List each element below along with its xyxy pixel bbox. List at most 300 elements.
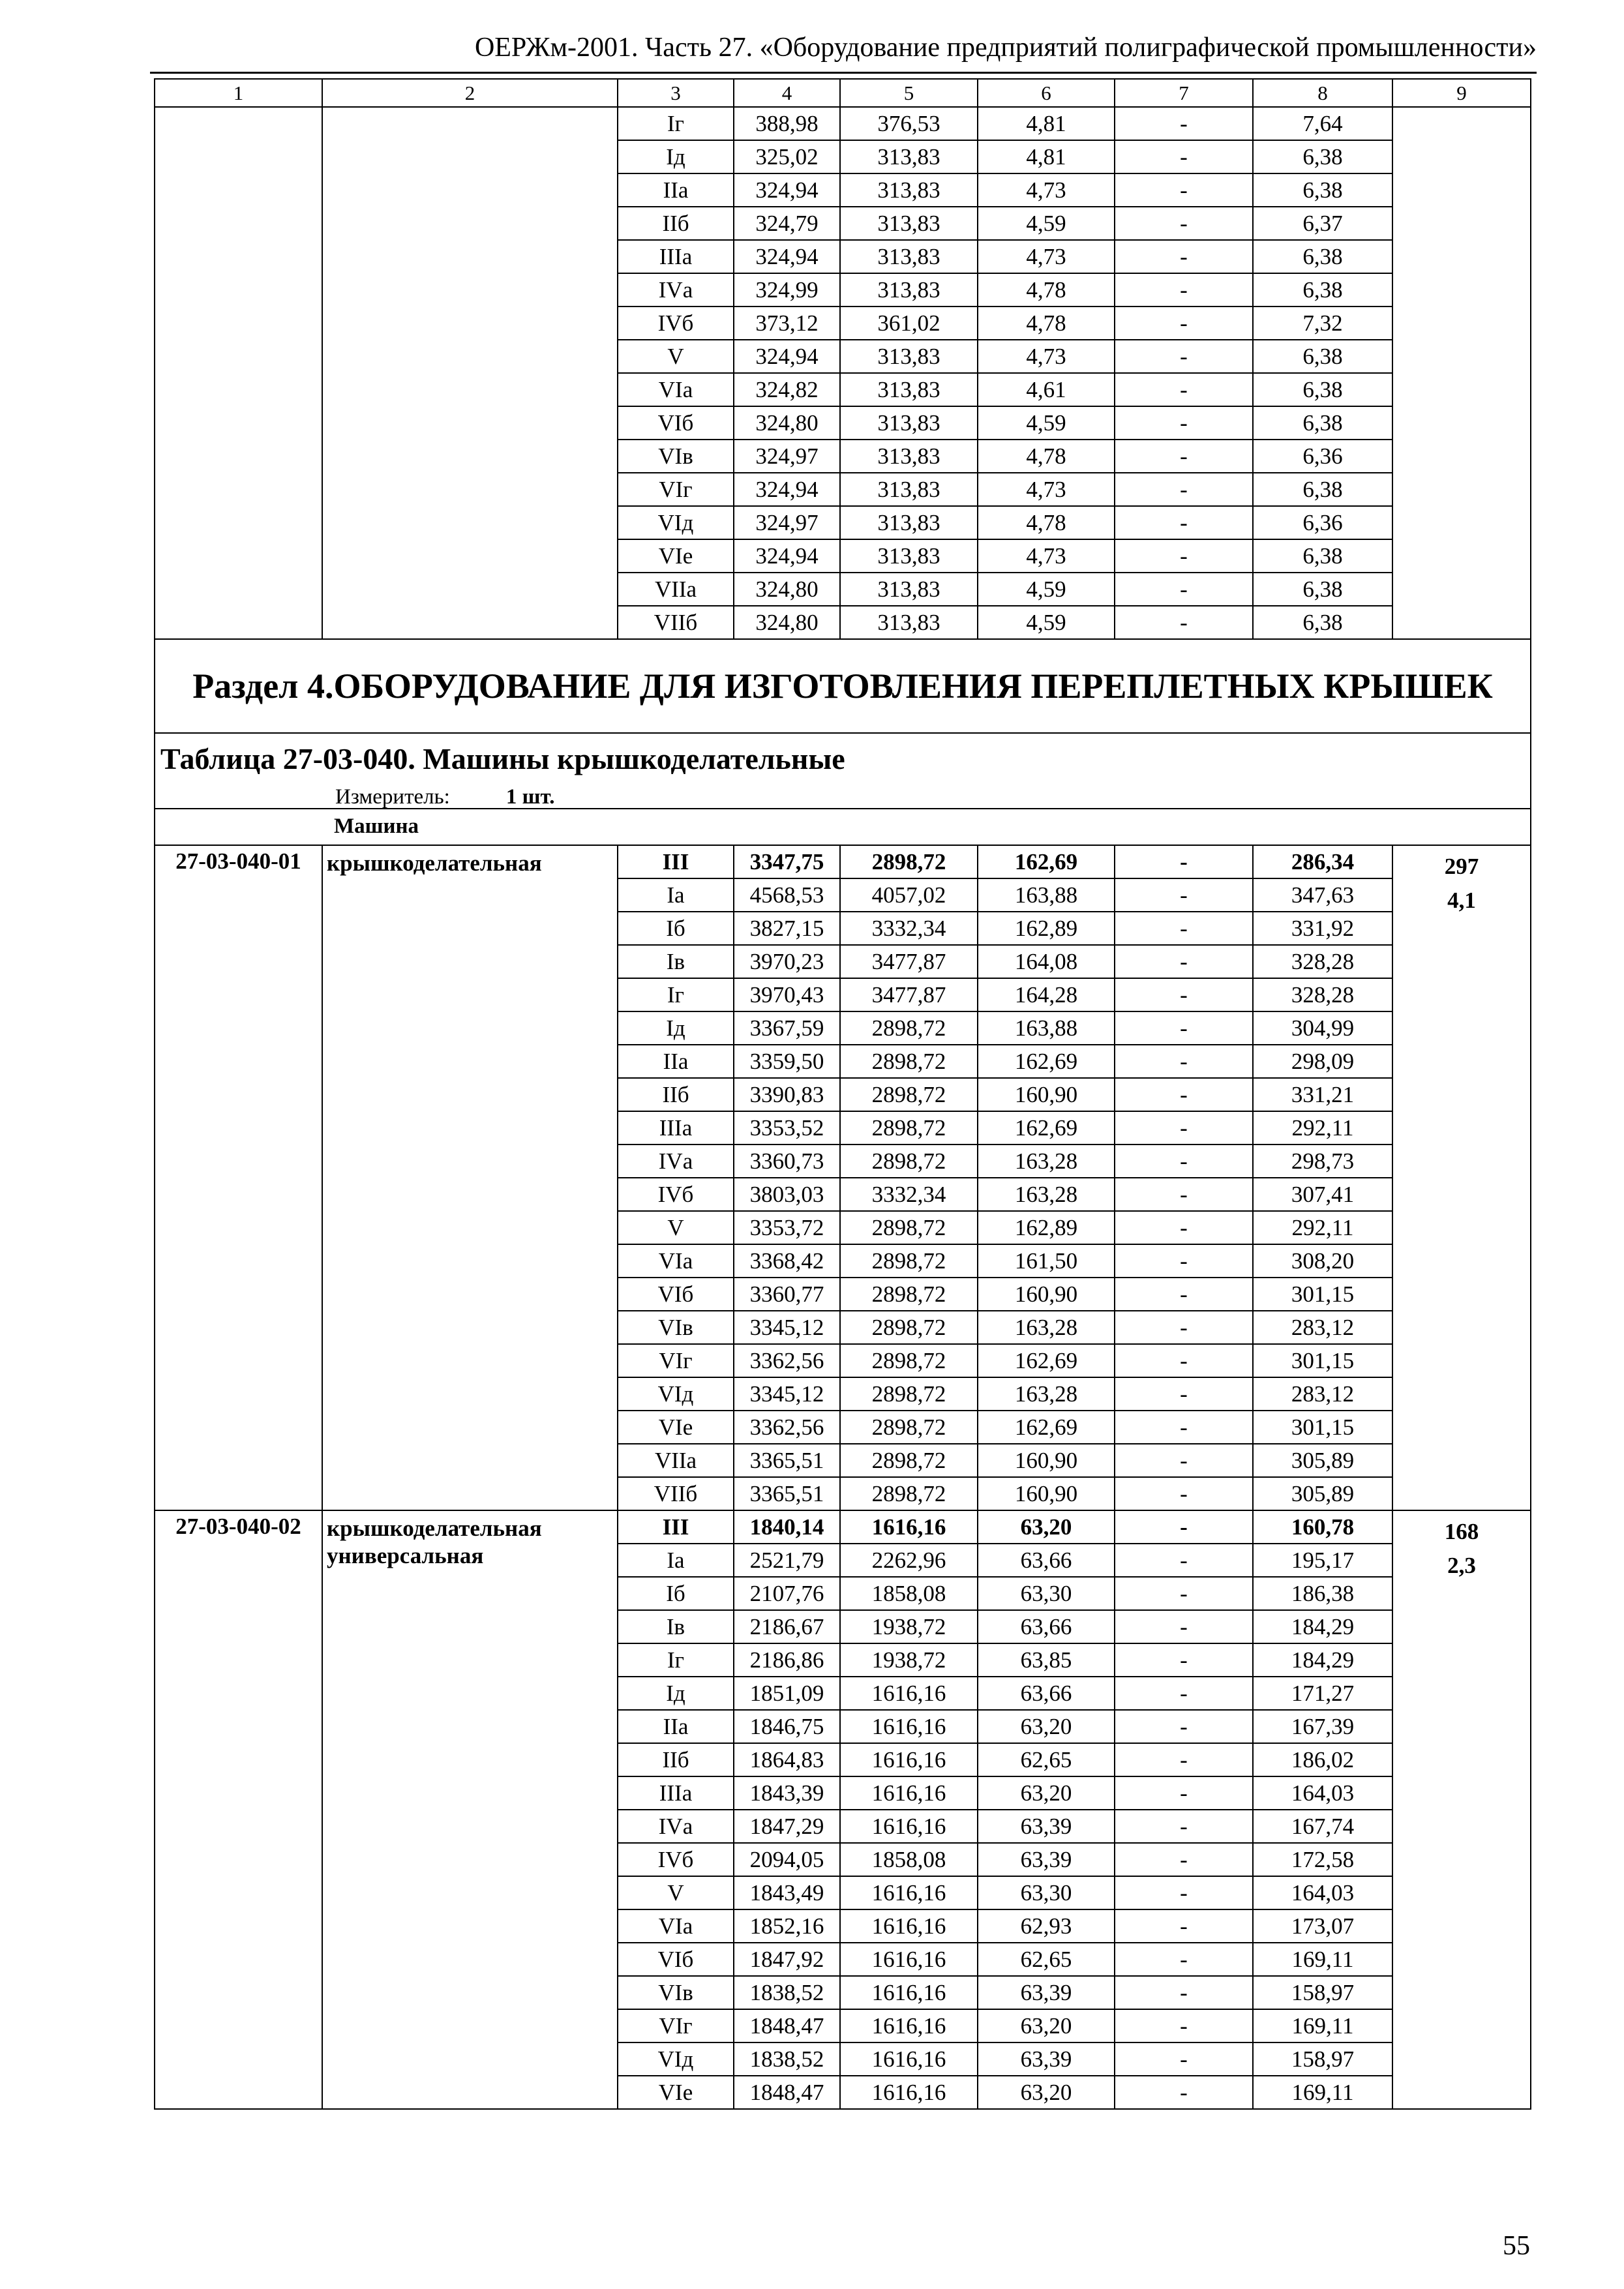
cell-materials: 301,15 [1253,1344,1392,1377]
cell-drivers: - [1115,1411,1253,1444]
cell-wages: 2898,72 [840,1111,978,1144]
measure-value: 1 шт. [505,785,555,809]
cell-zone: Iд [618,1011,734,1045]
cell-materials: 169,11 [1253,1943,1392,1976]
cell-drivers: - [1115,2009,1253,2042]
cell-drivers: - [1115,340,1253,373]
cell-materials: 298,09 [1253,1045,1392,1078]
cell-drivers: - [1115,1477,1253,1510]
cell-zone: IIа [618,173,734,207]
cell-total: 3365,51 [734,1444,840,1477]
table-row [155,1510,1531,1544]
cell-note [1392,107,1531,639]
cell-wages: 313,83 [840,373,978,406]
cell-wages: 2898,72 [840,1477,978,1510]
cell-machines: 63,30 [978,1577,1115,1610]
cell-total: 1847,92 [734,1943,840,1976]
cell-zone: VIв [618,1976,734,2009]
column-number: 3 [618,79,734,107]
cell-wages: 2262,96 [840,1544,978,1577]
cell-machines: 160,90 [978,1444,1115,1477]
cell-drivers: - [1115,1510,1253,1544]
cell-wages: 2898,72 [840,1144,978,1178]
cell-machines: 161,50 [978,1244,1115,1278]
cell-zone: VIIа [618,1444,734,1477]
cell-wages: 3332,34 [840,1178,978,1211]
cell-materials: 292,11 [1253,1111,1392,1144]
cell-total: 3359,50 [734,1045,840,1078]
cell-machines: 63,66 [978,1677,1115,1710]
cell-machines: 162,69 [978,845,1115,878]
cell-wages: 2898,72 [840,1311,978,1344]
cell-drivers: - [1115,1211,1253,1244]
cell-machines: 163,28 [978,1178,1115,1211]
cell-machines: 63,20 [978,1510,1115,1544]
cell-drivers: - [1115,1144,1253,1178]
cell-drivers: - [1115,140,1253,173]
table-title-row [155,733,1531,809]
column-number: 6 [978,79,1115,107]
cell-total: 1846,75 [734,1710,840,1743]
cell-total: 1838,52 [734,1976,840,2009]
cell-materials: 283,12 [1253,1311,1392,1344]
cell-wages: 3477,87 [840,978,978,1011]
cell-name: крышкоделательная универсальная [322,1510,618,2109]
cell-drivers: - [1115,207,1253,240]
column-number: 2 [322,79,618,107]
cell-wages: 3332,34 [840,912,978,945]
cell-total: 3353,72 [734,1211,840,1244]
cell-zone: VIб [618,406,734,440]
cell-zone: VIб [618,1278,734,1311]
cell-drivers: - [1115,1943,1253,1976]
cell-wages: 1616,16 [840,1909,978,1943]
column-numbers-row [155,79,1531,107]
cell-materials: 171,27 [1253,1677,1392,1710]
cell-wages: 376,53 [840,107,978,140]
cell-wages: 313,83 [840,573,978,606]
cell-total: 2186,86 [734,1643,840,1677]
cell-materials: 298,73 [1253,1144,1392,1178]
cell-drivers: - [1115,173,1253,207]
cell-note [1392,845,1531,1510]
cell-materials: 7,64 [1253,107,1392,140]
cell-zone: Iв [618,945,734,978]
cell-wages: 313,83 [840,173,978,207]
cell-drivers: - [1115,1976,1253,2009]
cell-materials: 158,97 [1253,2042,1392,2076]
cell-code: 27-03-040-02 [155,1510,322,2109]
cell-wages: 313,83 [840,506,978,539]
cell-total: 3362,56 [734,1344,840,1377]
cell-drivers: - [1115,978,1253,1011]
cell-materials: 6,38 [1253,573,1392,606]
table-title-cell [155,733,1531,809]
cell-zone: IIб [618,1743,734,1776]
cell-zone: VIг [618,1344,734,1377]
cell-wages: 1616,16 [840,1510,978,1544]
cell-drivers: - [1115,945,1253,978]
cell-materials: 160,78 [1253,1510,1392,1544]
cell-total: 324,82 [734,373,840,406]
cell-machines: 62,65 [978,1743,1115,1776]
cell-wages: 2898,72 [840,1244,978,1278]
cell-materials: 283,12 [1253,1377,1392,1411]
cell-wages: 1858,08 [840,1843,978,1876]
price-table [154,78,1531,2110]
cell-zone: Iб [618,1577,734,1610]
cell-total: 1852,16 [734,1909,840,1943]
cell-zone: VIа [618,1244,734,1278]
cell-total: 1840,14 [734,1510,840,1544]
column-number: 1 [155,79,322,107]
cell-drivers: - [1115,878,1253,912]
cell-zone: IIIа [618,240,734,273]
cell-total: 1838,52 [734,2042,840,2076]
cell-materials: 307,41 [1253,1178,1392,1211]
cell-machines: 162,89 [978,912,1115,945]
cell-total: 4568,53 [734,878,840,912]
cell-total: 1848,47 [734,2076,840,2109]
cell-wages: 313,83 [840,539,978,573]
cell-wages: 1616,16 [840,1943,978,1976]
cell-materials: 167,39 [1253,1710,1392,1743]
cell-total: 2107,76 [734,1577,840,1610]
cell-materials: 6,36 [1253,506,1392,539]
cell-zone: Iа [618,878,734,912]
cell-zone: VIе [618,539,734,573]
cell-zone: VIб [618,1943,734,1976]
cell-machines: 63,39 [978,1843,1115,1876]
cell-drivers: - [1115,107,1253,140]
cell-materials: 328,28 [1253,978,1392,1011]
cell-total: 3970,43 [734,978,840,1011]
cell-zone: IVа [618,1144,734,1178]
cell-wages: 313,83 [840,473,978,506]
cell-drivers: - [1115,2042,1253,2076]
cell-drivers: - [1115,1011,1253,1045]
cell-machines: 163,28 [978,1311,1115,1344]
cell-materials: 169,11 [1253,2076,1392,2109]
cell-machines: 162,69 [978,1045,1115,1078]
cell-zone: Iг [618,978,734,1011]
cell-machines: 4,73 [978,473,1115,506]
cell-zone: IIа [618,1710,734,1743]
cell-wages: 1616,16 [840,2076,978,2109]
cell-drivers: - [1115,1909,1253,1943]
cell-zone: Iв [618,1610,734,1643]
cell-machines: 4,78 [978,307,1115,340]
table-row [155,107,1531,140]
cell-total: 324,94 [734,173,840,207]
cell-wages: 2898,72 [840,1278,978,1311]
cell-drivers: - [1115,1677,1253,1710]
cell-total: 3345,12 [734,1377,840,1411]
cell-zone: Iд [618,1677,734,1710]
cell-machines: 4,73 [978,173,1115,207]
cell-materials: 6,38 [1253,140,1392,173]
cell-drivers: - [1115,473,1253,506]
cell-drivers: - [1115,845,1253,878]
cell-wages: 2898,72 [840,1444,978,1477]
cell-drivers: - [1115,1577,1253,1610]
cell-drivers: - [1115,240,1253,273]
cell-machines: 63,20 [978,2076,1115,2109]
cell-total: 324,94 [734,340,840,373]
cell-machines: 4,59 [978,207,1115,240]
cell-materials: 6,38 [1253,606,1392,639]
cell-drivers: - [1115,406,1253,440]
cell-drivers: - [1115,1344,1253,1377]
cell-materials: 286,34 [1253,845,1392,878]
cell-machines: 4,59 [978,406,1115,440]
cell-zone: IVа [618,273,734,307]
cell-drivers: - [1115,1810,1253,1843]
cell-drivers: - [1115,1610,1253,1643]
cell-wages: 1616,16 [840,1710,978,1743]
cell-materials: 186,02 [1253,1743,1392,1776]
cell-machines: 160,90 [978,1078,1115,1111]
cell-total: 1864,83 [734,1743,840,1776]
cell-total: 324,97 [734,506,840,539]
cell-total: 1848,47 [734,2009,840,2042]
cell-wages: 2898,72 [840,845,978,878]
cell-materials: 6,38 [1253,240,1392,273]
cell-total: 324,80 [734,406,840,440]
note-value: 2,3 [1447,1553,1476,1579]
cell-total: 324,99 [734,273,840,307]
cell-materials: 304,99 [1253,1011,1392,1045]
cell-drivers: - [1115,1045,1253,1078]
cell-total: 3367,59 [734,1011,840,1045]
cell-zone: VIа [618,373,734,406]
cell-machines: 4,81 [978,107,1115,140]
cell-zone: Iг [618,107,734,140]
column-number: 8 [1253,79,1392,107]
cell-machines: 4,81 [978,140,1115,173]
table-title: Таблица 27-03-040. Машины крышкоделательные [160,742,845,775]
cell-zone: IVа [618,1810,734,1843]
cell-wages: 2898,72 [840,1011,978,1045]
note-value: 297 [1444,853,1479,879]
cell-zone: III [618,1510,734,1544]
cell-total: 3368,42 [734,1244,840,1278]
cell-machines: 162,69 [978,1111,1115,1144]
cell-drivers: - [1115,1544,1253,1577]
cell-total: 3390,83 [734,1078,840,1111]
cell-name [322,107,618,639]
cell-materials: 6,38 [1253,473,1392,506]
cell-wages: 2898,72 [840,1045,978,1078]
cell-total: 324,80 [734,606,840,639]
cell-code: 27-03-040-01 [155,845,322,1510]
cell-wages: 1616,16 [840,1976,978,2009]
cell-wages: 1616,16 [840,1776,978,1810]
cell-wages: 1616,16 [840,1677,978,1710]
cell-wages: 361,02 [840,307,978,340]
cell-total: 324,97 [734,440,840,473]
cell-drivers: - [1115,1078,1253,1111]
cell-total: 324,79 [734,207,840,240]
cell-materials: 331,21 [1253,1078,1392,1111]
cell-machines: 4,78 [978,506,1115,539]
cell-total: 2094,05 [734,1843,840,1876]
cell-drivers: - [1115,912,1253,945]
cell-materials: 6,38 [1253,406,1392,440]
cell-machines: 4,73 [978,240,1115,273]
cell-materials: 308,20 [1253,1244,1392,1278]
group-label-row [155,809,1531,845]
cell-materials: 305,89 [1253,1444,1392,1477]
cell-machines: 164,28 [978,978,1115,1011]
cell-wages: 313,83 [840,340,978,373]
cell-machines: 63,39 [978,2042,1115,2076]
cell-drivers: - [1115,1111,1253,1144]
cell-machines: 63,20 [978,1710,1115,1743]
cell-wages: 313,83 [840,240,978,273]
cell-zone: VIд [618,2042,734,2076]
cell-machines: 63,30 [978,1876,1115,1909]
cell-zone: IVб [618,307,734,340]
cell-total: 3365,51 [734,1477,840,1510]
note-value: 4,1 [1447,888,1476,914]
cell-drivers: - [1115,373,1253,406]
table-body [155,79,1531,2109]
cell-zone: VIв [618,1311,734,1344]
cell-materials: 6,37 [1253,207,1392,240]
cell-total: 388,98 [734,107,840,140]
cell-machines: 160,90 [978,1278,1115,1311]
cell-machines: 4,59 [978,606,1115,639]
cell-machines: 162,69 [978,1344,1115,1377]
cell-machines: 62,93 [978,1909,1115,1943]
cell-total: 1847,29 [734,1810,840,1843]
cell-wages: 1858,08 [840,1577,978,1610]
cell-name: крышкоделательная [322,845,618,1510]
table-row [155,845,1531,878]
cell-zone: VIв [618,440,734,473]
cell-wages: 2898,72 [840,1377,978,1411]
cell-total: 1843,49 [734,1876,840,1909]
cell-zone: VIд [618,506,734,539]
cell-zone: VIIб [618,606,734,639]
cell-zone: Iд [618,140,734,173]
cell-materials: 301,15 [1253,1411,1392,1444]
cell-zone: V [618,340,734,373]
cell-machines: 4,61 [978,373,1115,406]
cell-total: 3360,77 [734,1278,840,1311]
cell-wages: 313,83 [840,440,978,473]
cell-materials: 6,38 [1253,273,1392,307]
cell-zone: Iа [618,1544,734,1577]
cell-zone: VIг [618,2009,734,2042]
cell-total: 324,94 [734,473,840,506]
cell-zone: Iг [618,1643,734,1677]
cell-materials: 301,15 [1253,1278,1392,1311]
cell-zone: V [618,1876,734,1909]
cell-total: 3803,03 [734,1178,840,1211]
cell-zone: Iб [618,912,734,945]
cell-zone: VIIб [618,1477,734,1510]
cell-machines: 162,89 [978,1211,1115,1244]
cell-total: 324,94 [734,539,840,573]
cell-wages: 1938,72 [840,1610,978,1643]
cell-total: 2186,67 [734,1610,840,1643]
cell-total: 3360,73 [734,1144,840,1178]
cell-machines: 163,28 [978,1144,1115,1178]
cell-total: 3827,15 [734,912,840,945]
cell-drivers: - [1115,1710,1253,1743]
cell-wages: 313,83 [840,273,978,307]
cell-drivers: - [1115,273,1253,307]
cell-drivers: - [1115,440,1253,473]
cell-drivers: - [1115,539,1253,573]
cell-machines: 63,85 [978,1643,1115,1677]
cell-zone: VIе [618,2076,734,2109]
cell-machines: 63,66 [978,1610,1115,1643]
cell-materials: 186,38 [1253,1577,1392,1610]
cell-total: 324,80 [734,573,840,606]
cell-materials: 169,11 [1253,2009,1392,2042]
cell-materials: 184,29 [1253,1610,1392,1643]
cell-materials: 6,38 [1253,539,1392,573]
cell-zone: V [618,1211,734,1244]
cell-wages: 313,83 [840,207,978,240]
cell-materials: 184,29 [1253,1643,1392,1677]
cell-wages: 1616,16 [840,1810,978,1843]
cell-machines: 63,20 [978,1776,1115,1810]
cell-total: 2521,79 [734,1544,840,1577]
cell-drivers: - [1115,1278,1253,1311]
cell-machines: 63,20 [978,2009,1115,2042]
cell-drivers: - [1115,1244,1253,1278]
cell-zone: IVб [618,1843,734,1876]
cell-zone: IIб [618,207,734,240]
cell-wages: 1616,16 [840,1743,978,1776]
cell-materials: 173,07 [1253,1909,1392,1943]
page-number: 55 [1503,2231,1530,2261]
group-label: Машина [155,809,1531,845]
cell-wages: 2898,72 [840,1411,978,1444]
cell-machines: 160,90 [978,1477,1115,1510]
cell-total: 3362,56 [734,1411,840,1444]
cell-materials: 331,92 [1253,912,1392,945]
cell-zone: VIе [618,1411,734,1444]
cell-materials: 7,32 [1253,307,1392,340]
cell-wages: 2898,72 [840,1211,978,1244]
cell-note [1392,1510,1531,2109]
cell-materials: 195,17 [1253,1544,1392,1577]
cell-total: 1843,39 [734,1776,840,1810]
cell-zone: IIIа [618,1111,734,1144]
header-divider [150,72,1537,74]
cell-total: 3345,12 [734,1311,840,1344]
cell-machines: 63,39 [978,1976,1115,2009]
column-number: 7 [1115,79,1253,107]
cell-drivers: - [1115,1444,1253,1477]
column-number: 5 [840,79,978,107]
cell-drivers: - [1115,606,1253,639]
cell-drivers: - [1115,1776,1253,1810]
cell-zone: VIд [618,1377,734,1411]
cell-drivers: - [1115,1876,1253,1909]
cell-machines: 164,08 [978,945,1115,978]
cell-materials: 328,28 [1253,945,1392,978]
cell-total: 324,94 [734,240,840,273]
cell-total: 1851,09 [734,1677,840,1710]
cell-materials: 6,38 [1253,373,1392,406]
note-value: 168 [1444,1518,1479,1544]
